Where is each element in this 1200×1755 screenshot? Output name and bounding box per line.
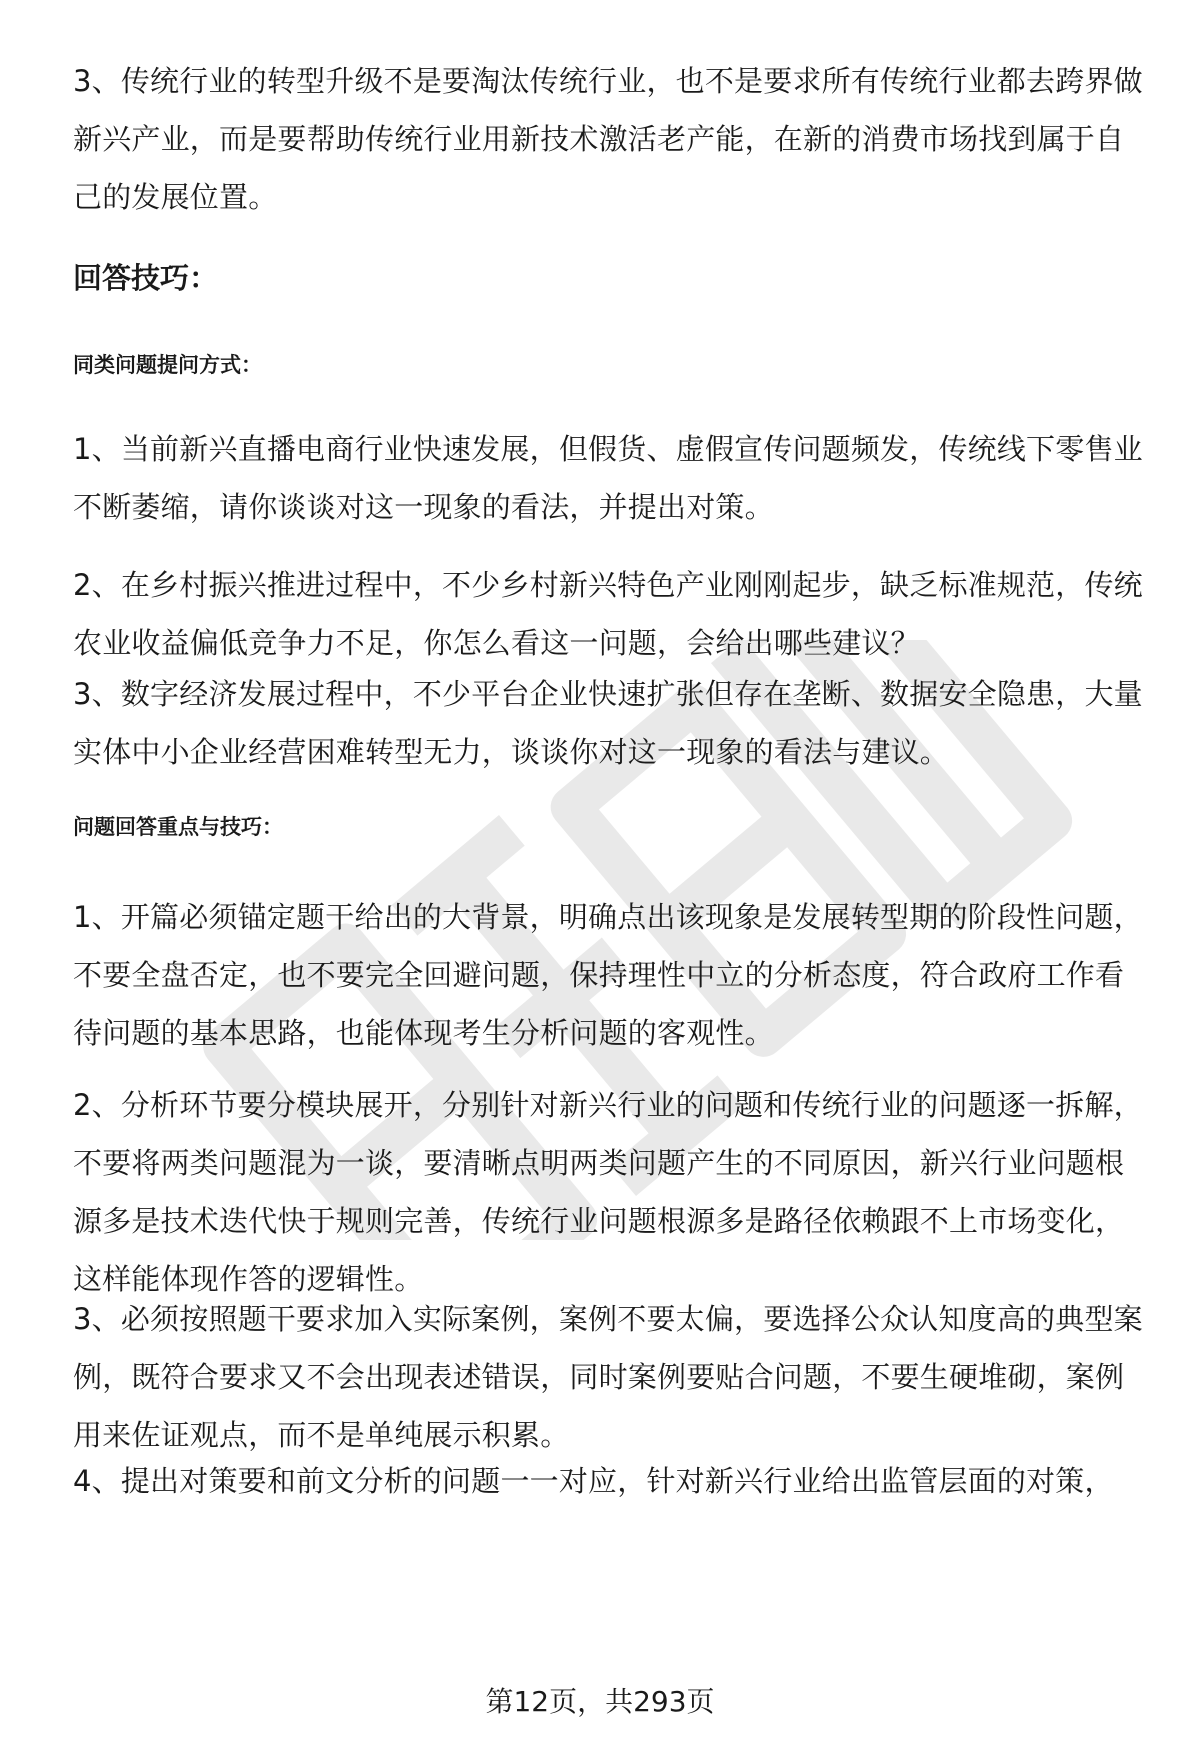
tip-1: 1、开篇必须锚定题干给出的大背景，明确点出该现象是发展转型期的阶段性问题，不要全盘否定，也不要完全回避问题，保持理性中立的分析态度，符合政府工作看待问题的基本思路，也能体现考生分析问题的客观性。	[73, 900, 1143, 1050]
page-number: 第12页，共293页	[485, 1685, 715, 1718]
heading-similar-questions: 同类问题提问方式：	[73, 353, 262, 377]
paragraph-traditional-industry: 3、传统行业的转型升级不是要淘汰传统行业，也不是要求所有传统行业都去跨界做新兴产业，而是要帮助传统行业用新技术激活老产能，在新的消费市场找到属于自己的发展位置。	[73, 64, 1143, 214]
tip-4: 4、提出对策要和前文分析的问题一一对应，针对新兴行业给出监管层面的对策，	[73, 1464, 1114, 1498]
question-2: 2、在乡村振兴推进过程中，不少乡村新兴特色产业刚刚起步，缺乏标准规范，传统农业收益偏低竞争力不足，你怎么看这一问题，会给出哪些建议？	[73, 568, 1143, 660]
heading-answer-tips: 回答技巧：	[73, 261, 219, 295]
tip-3: 3、必须按照题干要求加入实际案例，案例不要太偏，要选择公众认知度高的典型案例，既符合要求又不会出现表述错误，同时案例要贴合问题，不要生硬堆砌，案例用来佐证观点，而不是单纯展示积累。	[73, 1302, 1143, 1452]
heading-key-points: 问题回答重点与技巧：	[73, 815, 283, 839]
tip-2: 2、分析环节要分模块展开，分别针对新兴行业的问题和传统行业的问题逐一拆解，不要将两类问题混为一谈，要清晰点明两类问题产生的不同原因，新兴行业问题根源多是技术迭代快于规则完善，传统行业问题根源多是路径依赖跟不上市场变化，这样能体现作答的逻辑性。	[73, 1088, 1143, 1296]
question-1: 1、当前新兴直播电商行业快速发展，但假货、虚假宣传问题频发，传统线下零售业不断萎缩，请你谈谈对这一现象的看法，并提出对策。	[73, 432, 1143, 524]
question-3: 3、数字经济发展过程中，不少平台企业快速扩张但存在垄断、数据安全隐患，大量实体中小企业经营困难转型无力，谈谈你对这一现象的看法与建议。	[73, 677, 1143, 769]
